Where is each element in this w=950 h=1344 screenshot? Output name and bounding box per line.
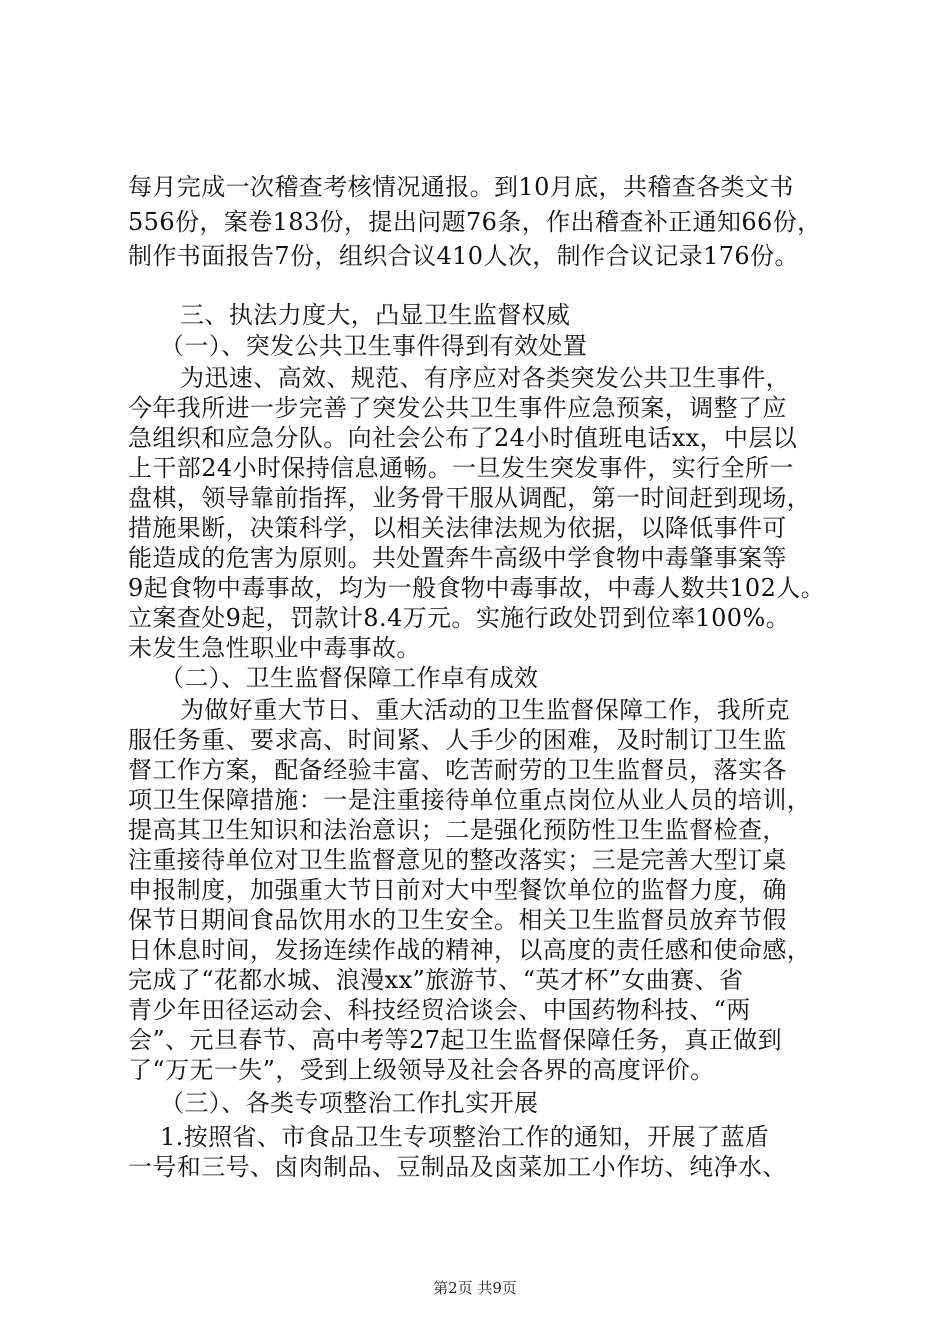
body-text-line: 556份，案卷183份，提出问题76条，作出稽查补正通知66份， — [128, 208, 822, 236]
body-text-line: 急组织和应急分队。向社会公布了24小时值班电话xx，中层以 — [128, 424, 798, 452]
body-text-line: 为做好重大节日、重大活动的卫生监督保障工作，我所克 — [180, 696, 790, 724]
body-text-line: 盘棋，领导靠前指挥，业务骨干服从调配，第一时间赶到现场， — [128, 484, 812, 512]
section-heading: 三、执法力度大，凸显卫生监督权威 — [180, 301, 571, 329]
body-text-line: 了“万无一失”，受到上级领导及社会各界的高度评价。 — [128, 1056, 715, 1084]
page-number-footer: 第2页 共9页 — [433, 1279, 517, 1297]
body-text-line: 日休息时间，发扬连续作战的精神，以高度的责任感和使命感， — [128, 936, 812, 964]
body-text-line: 保节日期间食品饮用水的卫生安全。相关卫生监督员放弃节假 — [128, 906, 787, 934]
body-text-line: 会”、元旦春节、高中考等27起卫生监督保障任务，真正做到 — [128, 1026, 783, 1054]
body-text-line: 项卫生保障措施：一是注重接待单位重点岗位从业人员的培训， — [128, 786, 812, 814]
subsection-heading: （三）、各类专项整治工作扎实开展 — [160, 1089, 539, 1117]
body-text-line: 每月完成一次稽查考核情况通报。到10月底，共稽查各类文书 — [128, 173, 794, 201]
subsection-heading: （一）、突发公共卫生事件得到有效处置 — [160, 332, 588, 360]
body-text-line: 一号和三号、卤肉制品、豆制品及卤菜加工小作坊、纯净水、 — [128, 1153, 787, 1181]
body-text-line: 1.按照省、市食品卫生专项整治工作的通知，开展了蓝盾 — [160, 1123, 770, 1151]
body-text-line: 今年我所进一步完善了突发公共卫生事件应急预案，调整了应 — [128, 394, 787, 422]
body-text-line: 提高其卫生知识和法治意识；二是强化预防性卫生监督检查， — [128, 816, 787, 844]
body-text-line: 能造成的危害为原则。共处置奔牛高级中学食物中毒肇事案等 — [128, 544, 787, 572]
body-text-line: 措施果断，决策科学，以相关法律法规为依据，以降低事件可 — [128, 514, 787, 542]
body-text-line: 未发生急性职业中毒事故。 — [128, 634, 421, 662]
body-text-line: 申报制度，加强重大节日前对大中型餐饮单位的监督力度，确 — [128, 876, 787, 904]
body-text-line: 青少年田径运动会、科技经贸洽谈会、中国药物科技、“两 — [128, 996, 751, 1024]
body-text-line: 立案查处9起，罚款计8.4万元。实施行政处罚到位率100%。 — [128, 604, 791, 632]
body-text-line: 9起食物中毒事故，均为一般食物中毒事故，中毒人数共102人。 — [128, 574, 826, 602]
subsection-heading: （二）、卫生监督保障工作卓有成效 — [160, 664, 539, 692]
body-text-line: 为迅速、高效、规范、有序应对各类突发公共卫生事件， — [180, 364, 790, 392]
body-text-line: 注重接待单位对卫生监督意见的整改落实；三是完善大型订桌 — [128, 846, 787, 874]
body-text-line: 督工作方案，配备经验丰富、吃苦耐劳的卫生监督员，落实各 — [128, 756, 787, 784]
body-text-line: 制作书面报告7份，组织合议410人次，制作合议记录176份。 — [128, 242, 799, 270]
body-text-line: 完成了“花都水城、浪漫xx”旅游节、“英才杯”女曲赛、省 — [128, 966, 744, 994]
body-text-line: 上干部24小时保持信息通畅。一旦发生突发事件，实行全所一 — [128, 454, 794, 482]
body-text-line: 服任务重、要求高、时间紧、人手少的困难，及时制订卫生监 — [128, 726, 787, 754]
